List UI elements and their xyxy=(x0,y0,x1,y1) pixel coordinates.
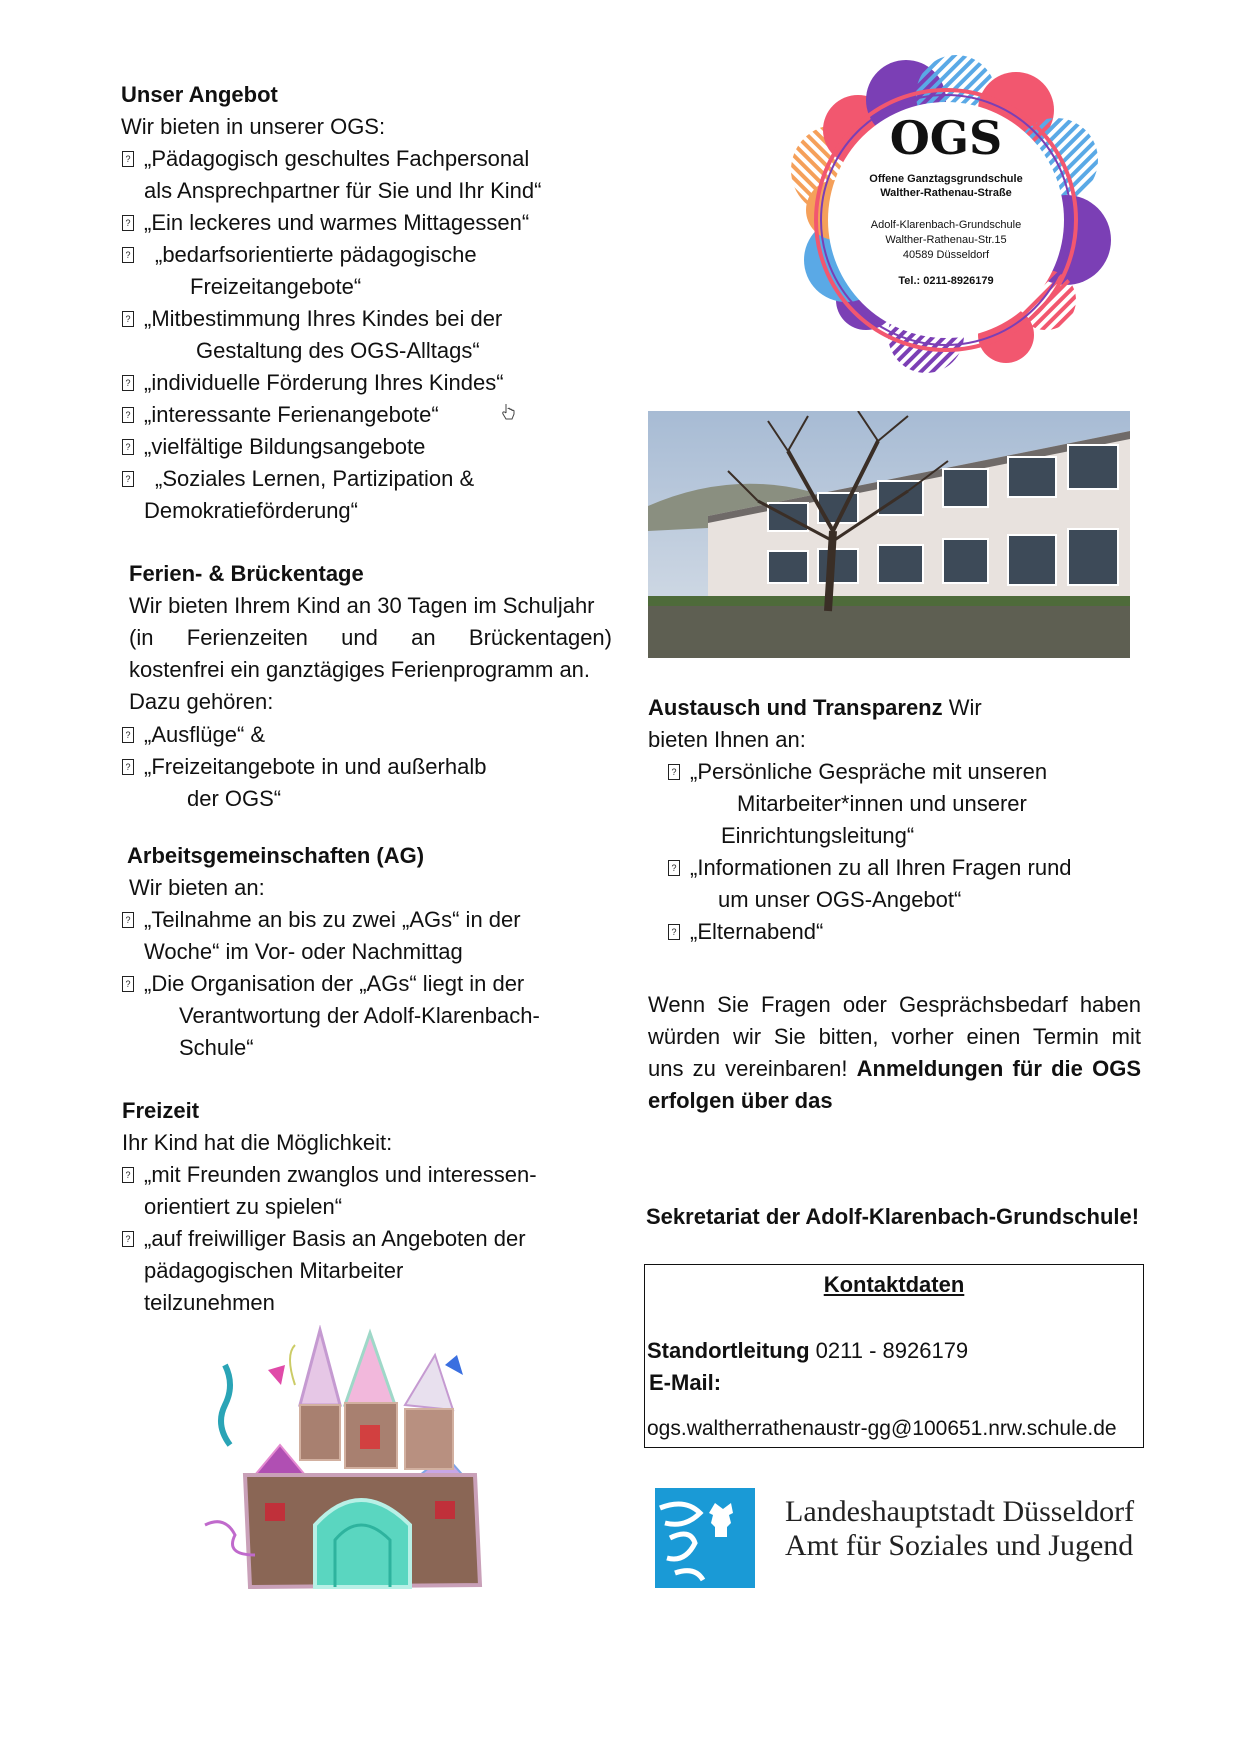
paragraph-line: erfolgen über das xyxy=(648,1088,833,1113)
list-item-text: „Ein leckeres und warmes Mittagessen“ xyxy=(144,210,530,235)
pointing-hand-icon xyxy=(500,402,516,422)
list-item-text: um unser OGS-Angebot“ xyxy=(718,887,962,912)
list-item-text: Gestaltung des OGS-Alltags“ xyxy=(196,338,480,363)
paragraph-line xyxy=(648,1053,1141,1085)
list-item-text: „Teilnahme an bis zu zwei „AGs“ in der xyxy=(144,907,521,932)
heading-angebot: Unser Angebot xyxy=(121,82,278,107)
list-item-text: Freizeitangebote“ xyxy=(190,274,362,299)
list-item-text: „Pädagogisch geschultes Fachpersonal xyxy=(144,146,530,171)
logo-line1: Offene Ganztagsgrundschule xyxy=(869,173,1023,185)
bullet-icon: ? xyxy=(122,471,134,487)
logo-circles-graphic xyxy=(776,50,1116,380)
list-item-text: „interessante Ferienangebote“ xyxy=(144,402,439,427)
sekretariat-line: Sekretariat der Adolf-Klarenbach-Grundschule! xyxy=(646,1204,1140,1229)
list-item-text: „mit Freunden zwanglos und interessen- xyxy=(144,1162,537,1187)
bullet-icon: ? xyxy=(122,375,134,391)
bullet-icon: ? xyxy=(122,439,134,455)
ogs-logo xyxy=(776,50,1116,380)
list-item-text: „vielfältige Bildungsangebote xyxy=(144,434,426,459)
fragen-bold-text: Anmeldungen für die OGS xyxy=(856,1056,1141,1081)
school-photo xyxy=(648,411,1130,658)
bullet-icon: ? xyxy=(668,924,680,940)
email-address[interactable]: ogs.waltherrathenaustr-gg@100651.nrw.schule.de xyxy=(647,1417,1117,1440)
bullet-icon: ? xyxy=(122,1167,134,1183)
list-item-text: „Elternabend“ xyxy=(690,919,824,944)
paragraph-line: Wir bieten Ihrem Kind an 30 Tagen im Schuljahr xyxy=(129,593,595,618)
bullet-icon: ? xyxy=(122,727,134,743)
bullet-icon: ? xyxy=(122,976,134,992)
stadt-line2: Amt für Soziales und Jugend xyxy=(785,1529,1134,1562)
kontakt-heading: Kontaktdaten xyxy=(823,1272,965,1297)
logo-tel: Tel.: 0211-8926179 xyxy=(898,275,994,287)
bullet-icon: ? xyxy=(122,311,134,327)
list-item-text: Schule“ xyxy=(179,1035,254,1060)
list-item-text: „Die Organisation der „AGs“ liegt in der xyxy=(144,971,525,996)
bullet-icon: ? xyxy=(668,764,680,780)
list-item-text: „Freizeitangebote in und außerhalb xyxy=(144,754,487,779)
fragen-text: uns zu vereinbaren! xyxy=(648,1056,848,1081)
list-item-text: Einrichtungsleitung“ xyxy=(721,823,915,848)
list-item-text: „Persönliche Gespräche mit unseren xyxy=(690,759,1048,784)
bullet-icon: ? xyxy=(122,1231,134,1247)
list-item-text: „individuelle Förderung Ihres Kindes“ xyxy=(144,370,504,395)
logo-line2: Walther-Rathenau-Straße xyxy=(880,187,1012,199)
logo-line4: Walther-Rathenau-Str.15 xyxy=(885,234,1007,246)
heading-austausch: Austausch und Transparenz xyxy=(648,695,943,720)
angebot-intro: Wir bieten in unserer OGS: xyxy=(121,114,386,139)
freizeit-intro: Ihr Kind hat die Möglichkeit: xyxy=(122,1130,393,1155)
list-item-text: Demokratieförderung“ xyxy=(144,498,358,523)
duesseldorf-emblem-icon xyxy=(655,1488,755,1588)
heading-ag: Arbeitsgemeinschaften (AG) xyxy=(127,843,425,868)
list-item-text: orientiert zu spielen“ xyxy=(144,1194,343,1219)
list-item-text: teilzunehmen xyxy=(144,1290,275,1315)
logo-line3: Adolf-Klarenbach-Grundschule xyxy=(870,219,1022,231)
list-item-text: als Ansprechpartner für Sie und Ihr Kind“ xyxy=(144,178,542,203)
paragraph-line: Wenn Sie Fragen oder Gesprächsbedarf haben xyxy=(648,992,1141,1017)
austausch-heading-tail: Wir xyxy=(942,695,982,720)
castle-drawing xyxy=(195,1325,500,1600)
list-item-text: pädagogischen Mitarbeiter xyxy=(144,1258,404,1283)
heading-ferien: Ferien- & Brückentage xyxy=(129,561,364,586)
standort-line xyxy=(647,1335,968,1367)
logo-line5: 40589 Düsseldorf xyxy=(902,249,990,261)
paragraph-line: kostenfrei ein ganztägiges Ferienprogramm an. xyxy=(129,657,591,682)
paragraph-line: Dazu gehören: xyxy=(129,689,274,714)
bullet-icon: ? xyxy=(122,407,134,423)
list-item-text: Verantwortung der Adolf-Klarenbach- xyxy=(179,1003,540,1028)
list-item-text: Woche“ im Vor- oder Nachmittag xyxy=(144,939,463,964)
list-item-text: „Soziales Lernen, Partizipation & xyxy=(155,466,475,491)
bullet-icon: ? xyxy=(668,860,680,876)
list-item-text: „bedarfsorientierte pädagogische xyxy=(155,242,477,267)
ag-intro: Wir bieten an: xyxy=(129,875,265,900)
kontakt-box xyxy=(644,1264,1144,1448)
bullet-icon: ? xyxy=(122,151,134,167)
bullet-icon: ? xyxy=(122,215,134,231)
fragen-paragraph xyxy=(648,989,1141,1117)
list-item-text: „auf freiwilliger Basis an Angeboten der xyxy=(144,1226,526,1251)
heading-freizeit: Freizeit xyxy=(122,1098,200,1123)
standort-phone: 0211 - 8926179 xyxy=(809,1338,969,1363)
list-item-text: „Mitbestimmung Ihres Kindes bei der xyxy=(144,306,503,331)
bullet-icon: ? xyxy=(122,247,134,263)
list-item-text: „Ausflüge“ & xyxy=(144,722,266,747)
austausch-intro: bieten Ihnen an: xyxy=(648,727,806,752)
ferien-paragraph xyxy=(129,590,612,718)
austausch-heading-line xyxy=(648,692,982,724)
email-label: E-Mail: xyxy=(649,1370,722,1395)
logo-title: OGS xyxy=(889,111,1003,165)
paragraph-line: (in Ferienzeiten und an Brückentagen) xyxy=(129,625,612,650)
stadt-line1: Landeshauptstadt Düsseldorf xyxy=(785,1495,1135,1528)
list-item-text: Mitarbeiter*innen und unserer xyxy=(737,791,1027,816)
standort-label: Standortleitung xyxy=(647,1338,810,1363)
bullet-icon: ? xyxy=(122,912,134,928)
duesseldorf-logo xyxy=(655,1488,755,1588)
bullet-icon: ? xyxy=(122,759,134,775)
paragraph-line: würden wir Sie bitten, vorher einen Termin mit xyxy=(648,1024,1141,1049)
list-item-text: „Informationen zu all Ihren Fragen rund xyxy=(690,855,1072,880)
list-item-text: der OGS“ xyxy=(187,786,282,811)
